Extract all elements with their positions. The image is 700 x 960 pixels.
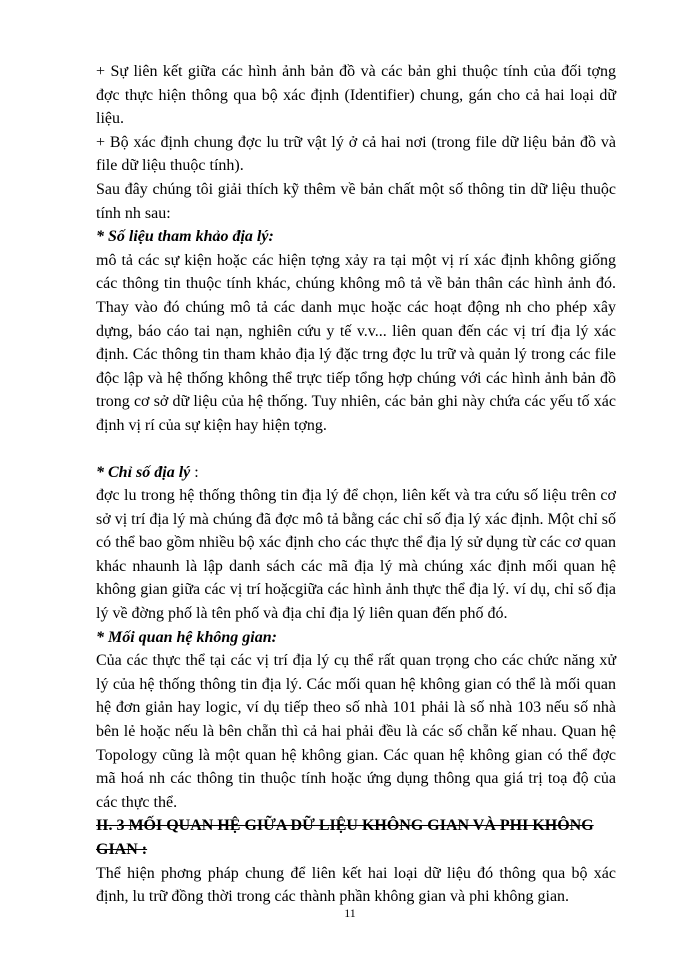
heading-geo-reference: * Số liệu tham khảo địa lý:: [96, 228, 274, 246]
paragraph-geo-reference: mô tả các sự kiện hoặc các hiện tợng xảy ra tại một vị rí xác định không giống các thông tin thuộc tính khác, chúng không mô tả về bản thân các hình ảnh đó. Thay vào đó chúng mô tả các danh mục hoặc các hoạt động nh cho phép xây dựng, báo cáo tai nạn, nghiên cứu y tế v.v... liên quan đến các vị trí địa lý xác định. Các thông tin tham khảo địa lý đặc trng đợc lu trữ và quản lý trong các file độc lập và hệ thống không thể trực tiếp tổng hợp chúng với các hình ảnh bản đồ trong cơ sở dữ liệu của hệ thống. Tuy nhiên, các bản ghi này chứa các yếu tố xác định vị rí của sự kiện hay hiện tợng.: [96, 251, 616, 434]
spacer: [96, 438, 616, 461]
paragraph-identifier-storage: + Bộ xác định chung đợc lu trữ vật lý ở cả hai nơi (trong file dữ liệu bản đồ và file dữ liệu thuộc tính).: [96, 133, 616, 175]
heading-spatial-relation: * Mối quan hệ không gian:: [96, 628, 277, 646]
paragraph-section-body: Thể hiện phơng pháp chung để liên kết hai loại dữ liệu đó thông qua bộ xác định, lu trữ đồng thời trong các thành phần không gian và phi không gian.: [96, 864, 616, 906]
paragraph-spatial-relation: Của các thực thể tại các vị trí địa lý cụ thể rất quan trọng cho các chức năng xử lý của hệ thống thông tin địa lý. Các mối quan hệ không gian có thể là mối quan hệ đơn giản hay logic, ví dụ tiếp theo số nhà 101 phải là số nhà 103 nếu số nhà bên lẻ hoặc nếu là bên chẵn thì cả hai phải đều là các số chẵn kế nhau. Quan hệ Topology cũng là một quan hệ không gian. Các quan hệ không gian có thể đợc mã hoá nh các thông tin thuộc tính hoặc ứng dụng thông qua giá trị toạ độ của các thực thể.: [96, 652, 616, 811]
heading-geo-index: * Chỉ số địa lý: [96, 463, 191, 481]
document-page: [96, 60, 616, 909]
heading-geo-index-suffix: :: [190, 463, 199, 481]
paragraph-geo-index: đợc lu trong hệ thống thông tin địa lý để chọn, liên kết và tra cứu số liệu trên cơ sở vị trí địa lý mà chúng đã đợc mô tả bằng các chỉ số địa lý xác định. Một chỉ số có thể bao gồm nhiều bộ xác định cho các thực thể địa lý sử dụng từ các cơ quan khác nhaunh là lập danh sách các mã địa lý mà chúng xác định mối quan hệ không gian giữa các vị trí hoặcgiữa các hình ảnh thực thể địa lý. ví dụ, chỉ số địa lý về đờng phố là tên phố và địa chỉ địa lý liên quan đến phố đó.: [96, 487, 616, 623]
paragraph-intro: Sau đây chúng tôi giải thích kỹ thêm về bản chất một số thông tin dữ liệu thuộc tính nh sau:: [96, 180, 616, 222]
section-title: II. 3 MỐI QUAN HỆ GIỮA DỮ LIỆU KHÔNG GIAN VÀ PHI KHÔNG GIAN :: [96, 817, 594, 858]
paragraph-link-identifier: + Sự liên kết giữa các hình ảnh bản đồ và các bản ghi thuộc tính của đối tợng đợc thực hiện thông qua bộ xác định (Identifier) chung, gán cho cả hai loại dữ liệu.: [96, 63, 616, 128]
page-number: 11: [344, 906, 356, 920]
heading-geo-index-line: [96, 461, 616, 485]
